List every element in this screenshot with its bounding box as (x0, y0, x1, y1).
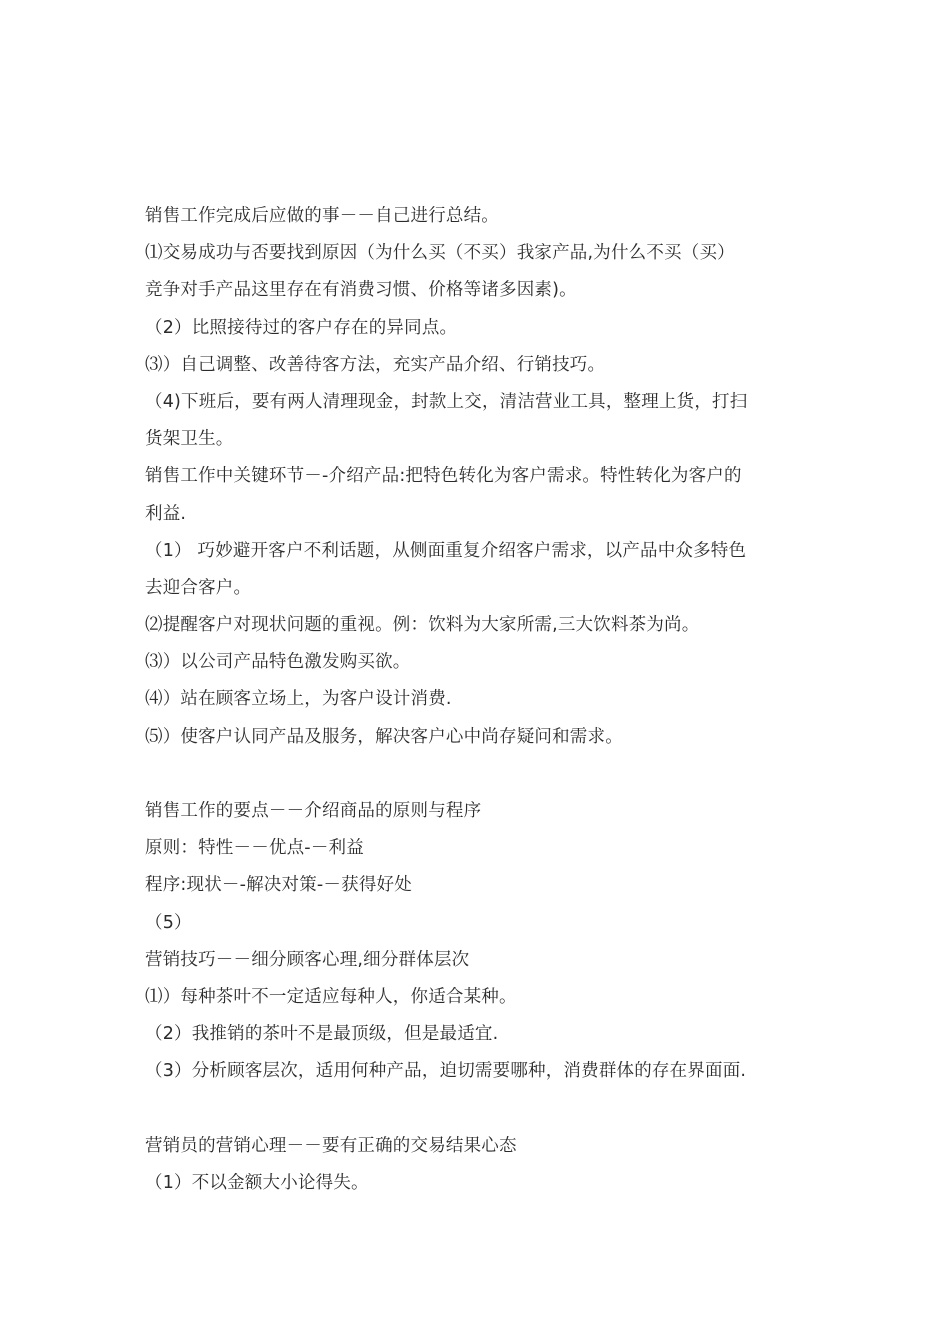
blank-line (145, 756, 805, 793)
blank-line (145, 1091, 805, 1128)
text-line: ⑸）使客户认同产品及服务，解决客户心中尚存疑问和需求。 (145, 726, 623, 747)
text-line: （1）不以金额大小论得失。 (145, 1172, 369, 1193)
text-line: （2）比照接待过的客户存在的异同点。 (145, 317, 458, 338)
text-line: ⑵提醒客户对现状问题的重视。例：饮料为大家所需,三大饮料茶为尚。 (145, 615, 700, 636)
text-line: ⑶）以公司产品特色激发购买欲。 (145, 652, 411, 673)
text-line: 原则：特性－－优点-－利益 (145, 838, 364, 859)
section-heading: 营销技巧－－细分顾客心理,细分群体层次 (145, 949, 470, 970)
text-line: 销售工作完成后应做的事－－自己进行总结。 (145, 206, 499, 226)
text-line: ⑴交易成功与否要找到原因（为什么买（不买）我家产品,为什么不买（买） (145, 243, 735, 264)
text-line: 去迎合客户。 (145, 577, 252, 598)
text-line: 利益. (145, 503, 187, 524)
section-heading: 营销员的营销心理－－要有正确的交易结果心态 (145, 1135, 517, 1156)
text-line: （2）我推销的茶叶不是最顶级，但是最适宜. (145, 1024, 499, 1045)
text-line: （3）分析顾客层次，适用何种产品，迫切需要哪种，消费群体的存在界面面. (145, 1061, 747, 1082)
text-line: ⑶）自己调整、改善待客方法，充实产品介绍、行销技巧。 (145, 354, 606, 375)
text-line: 销售工作中关键环节－-介绍产品:把特色转化为客户需求。特性转化为客户的 (145, 466, 742, 487)
text-line: 货架卫生。 (145, 429, 234, 450)
text-line: （1） 巧妙避开客户不利话题，从侧面重复介绍客户需求，以产品中众多特色 (145, 540, 747, 561)
text-line: 程序:现状－-解决对策-－获得好处 (145, 875, 412, 896)
section-heading: 销售工作的要点－－介绍商品的原则与程序 (145, 801, 482, 821)
text-line: （5） (145, 912, 192, 933)
document-body (145, 198, 805, 1202)
text-line: ⑷）站在顾客立场上，为客户设计消费. (145, 689, 452, 710)
text-line: ⑴）每种茶叶不一定适应每种人，你适合某种。 (145, 986, 517, 1007)
text-line: 竞争对手产品这里存在有消费习惯、价格等诸多因素)。 (145, 280, 577, 301)
text-line: （4)下班后，要有两人清理现金，封款上交，清洁营业工具，整理上货，打扫 (145, 391, 748, 412)
